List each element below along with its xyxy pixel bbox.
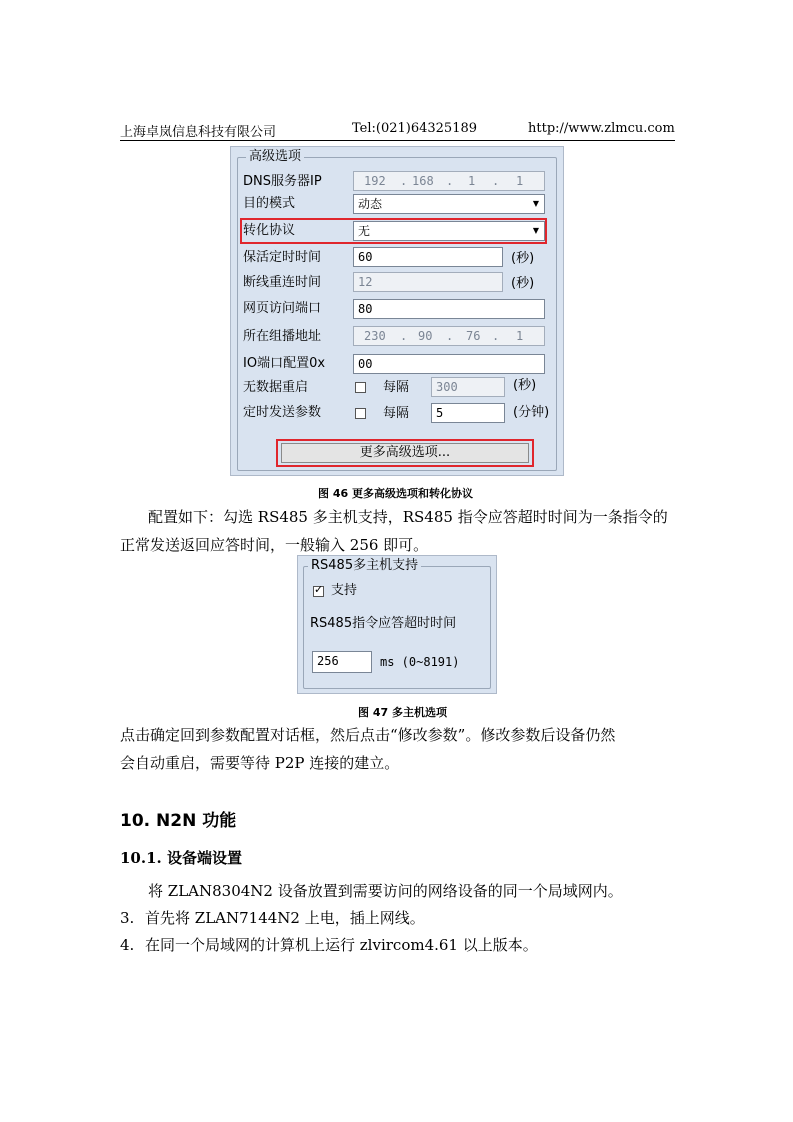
reconnect-label: 断线重连时间 xyxy=(243,275,322,290)
header-url: http://www.zlmcu.com xyxy=(528,121,675,136)
rs485-group-title: RS485多主机支持 xyxy=(308,557,421,575)
chevron-down-icon[interactable]: ▼ xyxy=(529,196,543,212)
figure-47-caption: 图 47 多主机选项 xyxy=(358,706,447,719)
reconnect-unit: (秒) xyxy=(511,276,535,291)
keepalive-label: 保活定时时间 xyxy=(243,250,322,265)
keepalive-unit: (秒) xyxy=(511,251,535,266)
dest-mode-select[interactable] xyxy=(353,194,545,214)
multicast-ip-octet-2: 90 xyxy=(418,329,433,343)
dns-ip-octet-1: 192 xyxy=(364,174,386,188)
paragraph-3: 将 ZLAN8304N2 设备放置到需要访问的网络设备的同一个局域网内。 xyxy=(148,882,623,900)
dns-label: DNS服务器IP xyxy=(243,174,322,189)
io-port-input[interactable]: 00 xyxy=(353,354,545,374)
multicast-label: 所在组播地址 xyxy=(243,329,322,344)
timed-send-label: 定时发送参数 xyxy=(243,405,322,420)
keepalive-input[interactable]: 60 xyxy=(353,247,503,267)
list-item-num: 4. xyxy=(120,936,135,954)
protocol-label: 转化协议 xyxy=(243,223,296,238)
nodata-unit: (秒) xyxy=(513,378,537,393)
web-port-input[interactable]: 80 xyxy=(353,299,545,319)
paragraph-1-line-2: 正常发送返回应答时间，一般输入 256 即可。 xyxy=(120,536,429,554)
header-tel: Tel:(021)64325189 xyxy=(352,121,478,136)
paragraph-1-line-1: 配置如下：勾选 RS485 多主机支持，RS485 指令应答超时时间为一条指令的 xyxy=(148,508,668,526)
dest-mode-label: 目的模式 xyxy=(243,196,296,211)
io-port-label: IO端口配置0x xyxy=(243,356,326,371)
protocol-highlight-box xyxy=(240,218,547,244)
list-item: 在同一个局域网的计算机上运行 zlvircom4.61 以上版本。 xyxy=(145,936,538,954)
timed-send-every-label: 每隔 xyxy=(383,406,410,421)
list-item: 首先将 ZLAN7144N2 上电，插上网线。 xyxy=(145,909,425,927)
header-rule xyxy=(120,140,675,141)
figure-46-caption: 图 46 更多高级选项和转化协议 xyxy=(318,487,473,500)
protocol-value: 无 xyxy=(358,224,371,238)
rs485-support-checkbox[interactable] xyxy=(313,586,324,597)
section-title: 10. N2N 功能 xyxy=(120,811,237,831)
dest-mode-value: 动态 xyxy=(358,197,383,211)
rs485-timeout-input[interactable]: 256 xyxy=(312,651,372,673)
paragraph-2-line-2: 会自动重启，需要等待 P2P 连接的建立。 xyxy=(120,754,400,772)
multicast-ip-octet-4: 1 xyxy=(516,329,524,343)
rs485-timeout-unit: ms (0~8191) xyxy=(380,655,460,669)
header-company: 上海卓岚信息科技有限公司 xyxy=(120,125,277,140)
nodata-restart-checkbox[interactable] xyxy=(355,382,366,393)
nodata-restart-label: 无数据重启 xyxy=(243,380,309,395)
reconnect-input[interactable]: 12 xyxy=(353,272,503,292)
chevron-down-icon[interactable]: ▼ xyxy=(529,223,543,239)
nodata-interval-input[interactable]: 300 xyxy=(431,377,505,397)
subsection-title: 10.1. 设备端设置 xyxy=(120,849,242,867)
multicast-ip-octet-3: 76 xyxy=(466,329,481,343)
web-port-label: 网页访问端口 xyxy=(243,301,322,316)
dns-ip-octet-3: 1 xyxy=(468,174,476,188)
dns-ip-octet-2: 168 xyxy=(412,174,434,188)
rs485-timeout-label: RS485指令应答超时时间 xyxy=(310,616,457,631)
more-button-highlight-box xyxy=(276,439,534,467)
paragraph-2-line-1: 点击确定回到参数配置对话框，然后点击“修改参数”。修改参数后设备仍然 xyxy=(120,726,616,744)
advanced-options-screenshot xyxy=(230,146,564,476)
timed-send-checkbox[interactable] xyxy=(355,408,366,419)
timed-send-input[interactable]: 5 xyxy=(431,403,505,423)
more-advanced-options-button[interactable]: 更多高级选项... xyxy=(281,443,529,463)
timed-send-unit: (分钟) xyxy=(513,405,550,420)
dns-ip-field[interactable]: 192 . 168 . 1 . 1 xyxy=(353,171,545,191)
multicast-ip-field[interactable]: 230 . 90 . 76 . 1 xyxy=(353,326,545,346)
group-title: 高级选项 xyxy=(246,148,304,166)
multicast-ip-octet-1: 230 xyxy=(364,329,386,343)
dns-ip-octet-4: 1 xyxy=(516,174,524,188)
rs485-support-label: 支持 xyxy=(331,583,358,598)
nodata-every-label: 每隔 xyxy=(383,380,410,395)
rs485-options-screenshot xyxy=(297,555,497,694)
list-item-num: 3. xyxy=(120,909,135,927)
